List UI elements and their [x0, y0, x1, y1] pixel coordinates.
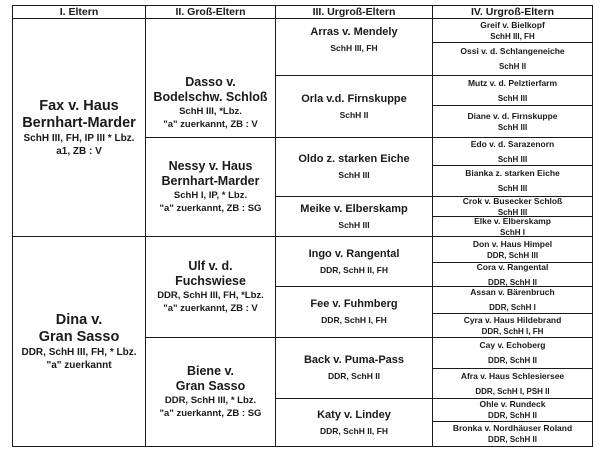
- dog-info: "a" zuerkannt, ZB : V: [163, 119, 258, 130]
- dog-name: Fuchswiese: [175, 274, 246, 288]
- dog-info: SchH III: [497, 184, 528, 193]
- great-grandparent: [275, 398, 433, 447]
- great-great-grandparent: [432, 236, 593, 263]
- dog-name: Oldo z. starken Eiche: [298, 153, 410, 165]
- dog-info: SchH I: [500, 227, 525, 237]
- dog-name: Bianka z. starken Eiche: [465, 168, 560, 178]
- dog-info: SchH III, FH: [330, 43, 378, 53]
- great-grandparent: [275, 337, 433, 399]
- dog-info: DDR, SchH I: [489, 303, 536, 312]
- great-great-grandparent: [432, 18, 593, 43]
- grandparent: [145, 137, 276, 237]
- great-great-grandparent: [432, 313, 593, 338]
- dog-name: Edo v. d. Sarazenorn: [470, 138, 555, 149]
- dog-name: Orla v.d. Firnskuppe: [301, 92, 407, 105]
- dog-info: SchH II: [339, 109, 369, 120]
- dog-name: Gran Sasso: [38, 328, 120, 345]
- dog-name: Gran Sasso: [175, 379, 246, 393]
- grandparent: [145, 18, 276, 138]
- dog-info: DDR, SchH II: [488, 411, 537, 420]
- header-label: I. Eltern: [59, 6, 99, 18]
- dog-info: DDR, SchH III: [486, 250, 539, 260]
- great-great-grandparent: [432, 368, 593, 399]
- header-label: III. Urgroß-Eltern: [312, 6, 396, 18]
- dog-name: Fax v. Haus: [39, 97, 119, 114]
- dog-info: SchH III, FH: [490, 31, 535, 41]
- dog-info: SchH II: [498, 62, 527, 71]
- dog-info: DDR, SchH I, FH: [321, 315, 387, 325]
- dog-name: Mutz v. d. Pelztierfarm: [467, 77, 558, 88]
- dog-info: DDR, SchH II, FH: [319, 425, 388, 436]
- great-great-grandparent: [432, 216, 593, 237]
- great-grandparent: [275, 286, 433, 338]
- header-ururgross-eltern: [432, 5, 593, 19]
- dog-name: Meike v. Elberskamp: [300, 202, 408, 215]
- dog-name: Ohle v. Rundeck: [479, 399, 546, 409]
- dog-info: "a" zuerkannt, ZB : V: [163, 303, 258, 314]
- header-label: II. Groß-Eltern: [175, 6, 246, 18]
- great-great-grandparent: [432, 42, 593, 76]
- dog-info: DDR, SchH II, FH: [319, 264, 388, 275]
- dog-name: Cay v. Echoberg: [479, 340, 546, 350]
- dog-name: Bronka v. Nordhäuser Roland: [452, 423, 573, 433]
- dog-info: "a" zuerkannt: [46, 359, 112, 371]
- dog-name: Elke v. Elberskamp: [474, 215, 551, 226]
- dog-info: DDR, SchH III, FH, * Lbz.: [21, 346, 137, 358]
- dog-info: SchH III: [338, 219, 370, 230]
- dog-name: Ulf v. d.: [188, 259, 233, 273]
- dog-info: "a" zuerkannt, ZB : SG: [159, 203, 262, 214]
- dog-name: Bernhart-Marder: [161, 174, 260, 188]
- dog-info: DDR, SchH I, FH: [481, 326, 544, 336]
- dog-name: Crok v. Busecker Schloß: [462, 195, 563, 206]
- dog-name: Greif v. Bielkopf: [480, 19, 545, 30]
- header-label: IV. Urgroß-Eltern: [470, 6, 555, 18]
- dog-info: "a" zuerkannt, ZB : SG: [159, 408, 262, 419]
- great-grandparent: [275, 75, 433, 138]
- dog-info: DDR, SchH II: [488, 356, 537, 365]
- dog-name: Nessy v. Haus: [168, 159, 253, 173]
- dog-name: Ossi v. d. Schlangeneiche: [460, 46, 565, 56]
- dog-name: Ingo v. Rangental: [308, 247, 400, 260]
- header-gross-eltern: [145, 5, 276, 19]
- dog-name: Biene v.: [186, 364, 234, 378]
- dog-name: Cyra v. Haus Hildebrand: [463, 314, 562, 325]
- great-grandparent: [275, 137, 433, 197]
- dog-info: SchH III, *Lbz.: [179, 106, 242, 117]
- dog-name: Don v. Haus Himpel: [472, 238, 553, 249]
- grandparent: [145, 337, 276, 447]
- header-urgross-eltern: [275, 5, 433, 19]
- header-eltern: [12, 5, 146, 19]
- dog-info: SchH III: [497, 122, 528, 132]
- dog-info: SchH III: [497, 154, 528, 164]
- great-great-grandparent: [432, 137, 593, 166]
- dog-name: Fee v. Fuhmberg: [310, 298, 398, 310]
- dog-info: a1, ZB : V: [56, 145, 102, 157]
- dog-name: Back v. Puma-Pass: [303, 354, 405, 366]
- dog-name: Bernhart-Marder: [22, 114, 136, 131]
- dog-info: DDR, SchH II: [328, 371, 380, 381]
- great-great-grandparent: [432, 75, 593, 106]
- dog-name: Assan v. Bärenbruch: [470, 287, 555, 297]
- parent-dam: [12, 236, 146, 447]
- great-great-grandparent: [432, 196, 593, 217]
- dog-info: SchH I, IP, * Lbz.: [173, 190, 248, 201]
- dog-name: Diane v. d. Firnskuppe: [467, 110, 558, 121]
- dog-name: Dasso v.: [185, 75, 236, 89]
- great-great-grandparent: [432, 262, 593, 287]
- great-great-grandparent: [432, 421, 593, 447]
- dog-name: Bodelschw. Schloß: [153, 90, 268, 104]
- dog-info: SchH III, FH, IP III * Lbz.: [23, 132, 135, 144]
- dog-info: DDR, SchH II: [488, 435, 537, 444]
- dog-info: DDR, SchH III, * Lbz.: [164, 395, 257, 406]
- great-great-grandparent: [432, 105, 593, 138]
- great-great-grandparent: [432, 337, 593, 369]
- dog-name: Arras v. Mendely: [310, 26, 398, 38]
- great-grandparent: [275, 196, 433, 237]
- great-grandparent: [275, 18, 433, 76]
- great-grandparent: [275, 236, 433, 287]
- dog-info: SchH III: [338, 170, 370, 180]
- grandparent: [145, 236, 276, 338]
- dog-name: Dina v.: [55, 311, 103, 328]
- dog-info: DDR, SchH I, PSH II: [475, 386, 550, 396]
- dog-name: Katy v. Lindey: [317, 408, 391, 421]
- great-great-grandparent: [432, 165, 593, 197]
- dog-info: SchH III: [497, 207, 528, 217]
- dog-name: Afra v. Haus Schlesiersee: [460, 370, 565, 381]
- great-great-grandparent: [432, 398, 593, 422]
- dog-info: DDR, SchH II: [488, 277, 537, 287]
- dog-info: SchH III: [497, 93, 528, 103]
- parent-sire: [12, 18, 146, 237]
- dog-name: Cora v. Rangental: [476, 261, 549, 272]
- dog-info: DDR, SchH III, FH, *Lbz.: [157, 290, 264, 301]
- great-great-grandparent: [432, 286, 593, 314]
